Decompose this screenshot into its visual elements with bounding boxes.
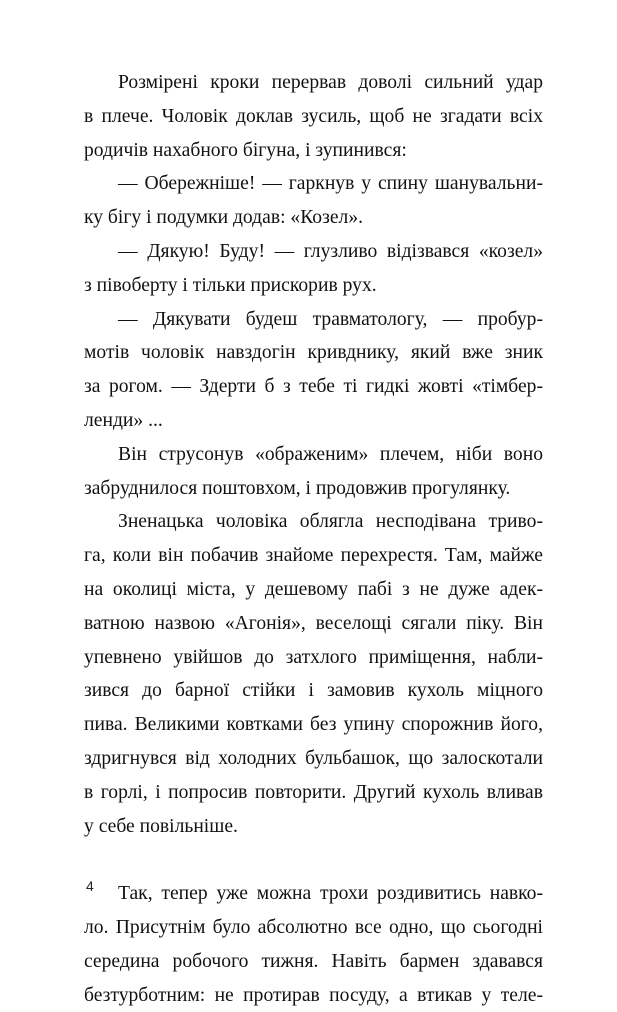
text-line: в плече. Чоловік доклав зусиль, щоб не згадати всіх <box>84 105 543 127</box>
text-line: ленди» ... <box>84 409 163 431</box>
page-number: 4 <box>86 878 94 894</box>
text-line: ло. Присутнім було абсолютно все одно, що сьогодні <box>84 916 543 938</box>
text-line: зився до барної стійки і замовив кухоль міцного <box>84 680 543 702</box>
text-line: за рогом. — Здерти б з тебе ті гидкі жовті «тімбер- <box>84 376 543 398</box>
text-line: — Дякувати будеш травматологу, — пробур- <box>118 308 543 330</box>
text-line: середина робочого тижня. Навіть бармен здавався <box>84 950 543 972</box>
text-line: Він струсонув «ображеним» плечем, ніби воно <box>118 443 543 465</box>
text-line: забруднилося поштовхом, і продовжив прогулянку. <box>84 477 511 499</box>
text-line: га, коли він побачив знайоме перехрестя. Там, майже <box>84 545 543 567</box>
text-line: родичів нахабного бігуна, і зупинився: <box>84 139 407 161</box>
text-line: Так, тепер уже можна трохи роздивитись навко- <box>118 883 543 905</box>
text-line: з півоберту і тільки прискорив рух. <box>84 274 377 296</box>
text-line: ватною назвою «Агонія», веселощі сягали піку. Він <box>84 612 543 634</box>
text-line: мотів чоловік навздогін кривднику, який вже зник <box>84 342 543 364</box>
text-line: у себе повільніше. <box>84 815 238 837</box>
text-line: упевнено увійшов до затхлого приміщення, набли- <box>84 646 543 668</box>
text-line: здригнувся від холодних бульбашок, що залоскотали <box>84 747 543 769</box>
text-line: ку бігу і подумки додав: «Козел». <box>84 207 364 229</box>
text-line: безтурботним: не протирав посуду, а втикав у теле- <box>84 984 543 1006</box>
text-line: в горлі, і попросив повторити. Другий кухоль вливав <box>84 781 543 803</box>
text-line: — Обережніше! — гаркнув у спину шанувальни- <box>118 173 543 195</box>
text-line: Зненацька чоловіка облягла несподівана триво- <box>118 511 543 533</box>
text-line: Розмірені кроки перервав доволі сильний удар <box>118 72 543 93</box>
book-page-text <box>84 66 543 1012</box>
text-line: пива. Великими ковтками без упину спорожнив його, <box>84 714 543 736</box>
text-line: — Дякую! Буду! — глузливо відізвався «козел» <box>118 240 543 262</box>
section-break <box>84 843 543 877</box>
text-line: на околиці міста, у дешевому пабі з не дуже адек- <box>84 578 543 600</box>
